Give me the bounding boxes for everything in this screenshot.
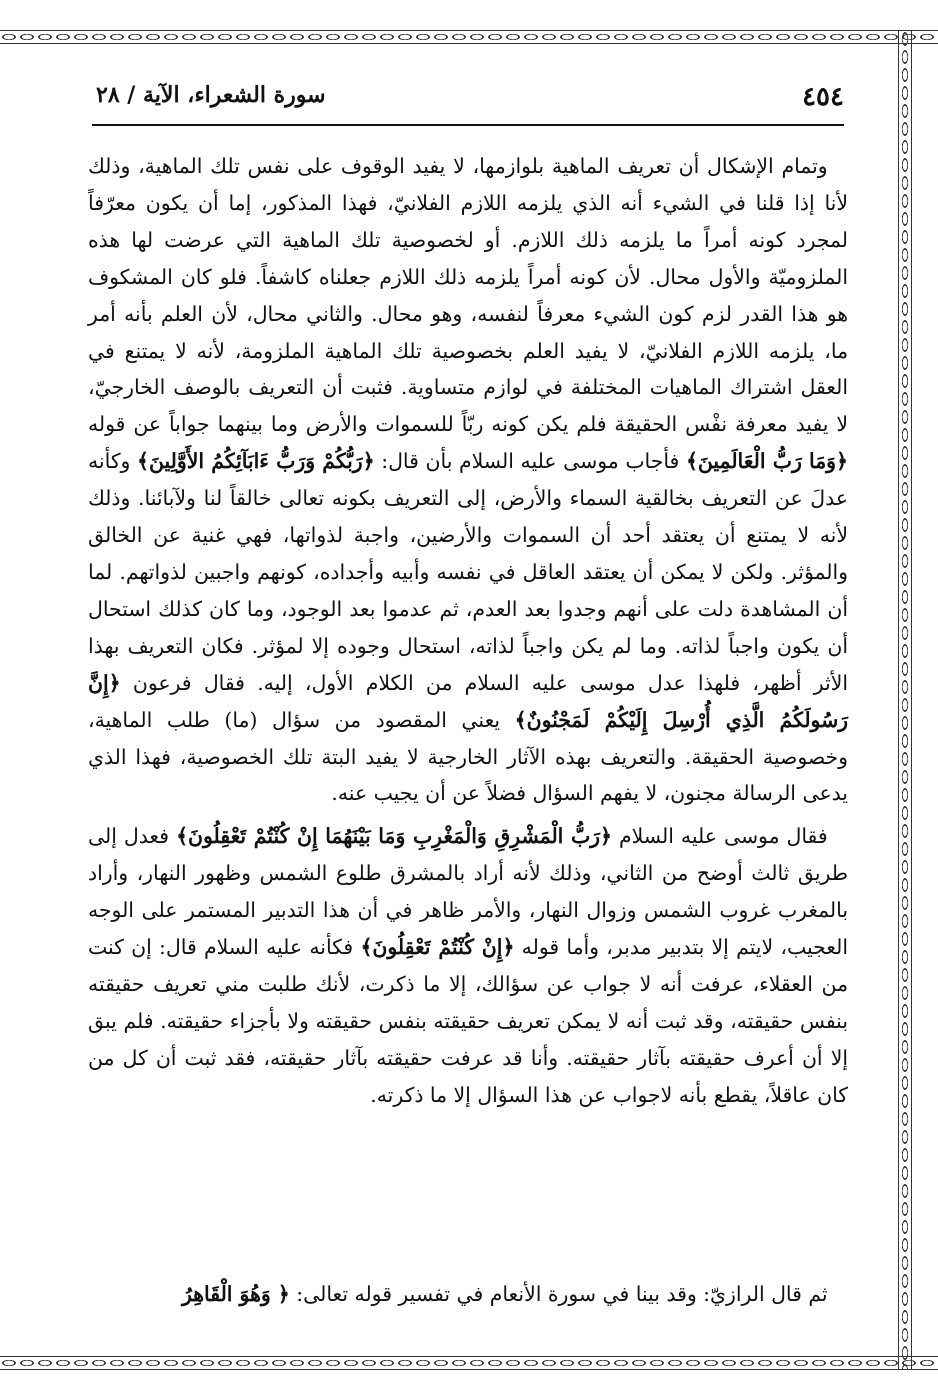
text-segment: فقال موسى عليه السلام — [619, 824, 828, 849]
text-segment: وتمام الإشكال أن تعريف الماهية بلوازمها، لا يفيد الوقوف على نفس تلك الماهية، وذلك لأنا إذا قلنا في الشيء أنه الذي يلزمه اللازم الفلانيّ، فهذا المذكور، إما أن يكون معرّفاً لمجرد كونه أمراً ما يلزمه ذلك اللازم. أو لخصوصية تلك الماهية التي عرضت لها هذه الملزوميّة والأول محال. لأن كونه أمراً يلزمه ذلك اللازم جعلناه كاشفاً. فلو كان المشكوف هو هذا القدر لزم كون الشيء معرفاً لنفسه، وهو محال. والثاني محال، لأن العلم بأنه أمر ما، يلزمه اللازم الفلانيّ، لا يفيد العلم بخصوصية تلك الماهية الملزومة، لأنه لا يمتنع في العقل اشتراك الماهيات المختلفة في لوازم متساوية. فثبت أن التعريف بالوصف الخارجيّ، لا يفيد معرفة نفْس الحقيقة فلم يكن كونه ربّاً للسموات والأرض وما بينهما جواباً عن قوله — [88, 154, 848, 437]
text-segment: فعدل إلى طريق ثالث أوضح من الثاني، وذلك لأنه أراد بالمشرق طلوع الشمس وظهور النهار، وأراد بالمغرب غروب الشمس وزوال النهار، والأمر ظاهر في أن هذا التدبير المستمر على الوجه العجيب، لايتم إلا بتدبير مدبر، وأما قوله — [88, 824, 849, 960]
right-ornamental-border — [898, 30, 912, 1370]
quran-verse: ﴿وَمَا رَبُّ الْعَالَمِينَ﴾ — [685, 449, 848, 474]
header-rule — [92, 124, 844, 126]
body-text — [88, 148, 848, 1114]
paragraph — [88, 818, 848, 1113]
quran-verse: ﴿ وَهُوَ الْقَاهِرُ — [182, 1282, 290, 1306]
paragraph — [88, 148, 848, 812]
text-segment: وكأنه عدلَ عن التعريف بخالقية السماء والأرض، إلى التعريف بكونه تعالى خالقاً لنا ولآبائنا. وذلك لأنه لا يمتنع أن يعتقد أحد أن السموات والأرضين، واجبة لذواتها، فهي غنية عن الخالق والمؤثر. ولكن لا يمكن أن يعتقد العاقل في نفسه وأبيه وأجداده، كونهم واجبين لذواتهم. لما أن المشاهدة دلت على أنهم وجدوا بعد العدم، ثم عدموا بعد الوجود، وما كان كذلك استحال أن يكون واجباً لذاته. وما لم يكن واجباً لذاته، استحال وجوده إلا لمؤثر. فكان التعريف بهذا الأثر أظهر، فلهذا عدل موسى عليه السلام من الكلام الأول، إليه. فقال فرعون — [88, 449, 848, 695]
text-segment: فأجاب موسى عليه السلام بأن قال: — [381, 449, 680, 474]
quran-verse: ﴿إِنْ كُنْتُمْ تَعْقِلُونَ﴾ — [360, 935, 515, 960]
text-segment: يعني المقصود من سؤال (ما) طلب الماهية، وخصوصية الحقيقة. والتعريف بهذه الآثار الخارجية لا يفيد البتة تلك الخصوصية، فهذا الذي يدعى الرسالة مجنون، لا يفهم السؤال فضلاً عن أن يجيب عنه. — [88, 707, 848, 806]
top-ornamental-border — [0, 30, 938, 44]
quran-verse: ﴿رَبُّكُمْ وَرَبُّ ءَابَآئِكُمُ الأَوَّلِينَ﴾ — [137, 449, 375, 474]
bottom-ornamental-border — [0, 1356, 938, 1370]
text-segment: فكأنه عليه السلام قال: إن كنت من العقلاء، عرفت أنه لا جواب عن سؤالك، إلا ما ذكرت، لأنك طلبت مني تعريف حقيقته بنفس حقيقته، وقد ثبت أنه لا يمكن تعريف حقيقته بنفس حقيقته ولا بأجزاء حقيقته. فلم يبق إلا أن أعرف حقيقته بآثار حقيقته. وأنا قد عرفت حقيقته بآثار حقيقته، فقد ثبت أن كل من كان عاقلاً، يقطع بأنه لاجواب عن هذا السؤال إلا ما ذكرته. — [88, 935, 848, 1107]
page-number: ٤٥٤ — [802, 82, 844, 112]
running-head: سورة الشعراء، الآية / ٢٨ — [96, 82, 326, 108]
paragraph — [88, 1276, 848, 1312]
quran-verse: ﴿إِنَّ رَسُولَكُمُ الَّذِي أُرْسِلَ إِلَيْكُمْ لَمَجْنُونٌ﴾ — [88, 670, 849, 732]
page-header — [96, 78, 844, 122]
quran-verse: ﴿رَبُّ الْمَشْرِقِ وَالْمَغْرِبِ وَمَا بَيْنَهُمَا إِنْ كُنْتُمْ تَعْقِلُونَ﴾ — [176, 824, 612, 849]
text-segment: ثم قال الرازيّ: وقد بينا في سورة الأنعام في تفسير قوله تعالى: — [296, 1282, 828, 1306]
